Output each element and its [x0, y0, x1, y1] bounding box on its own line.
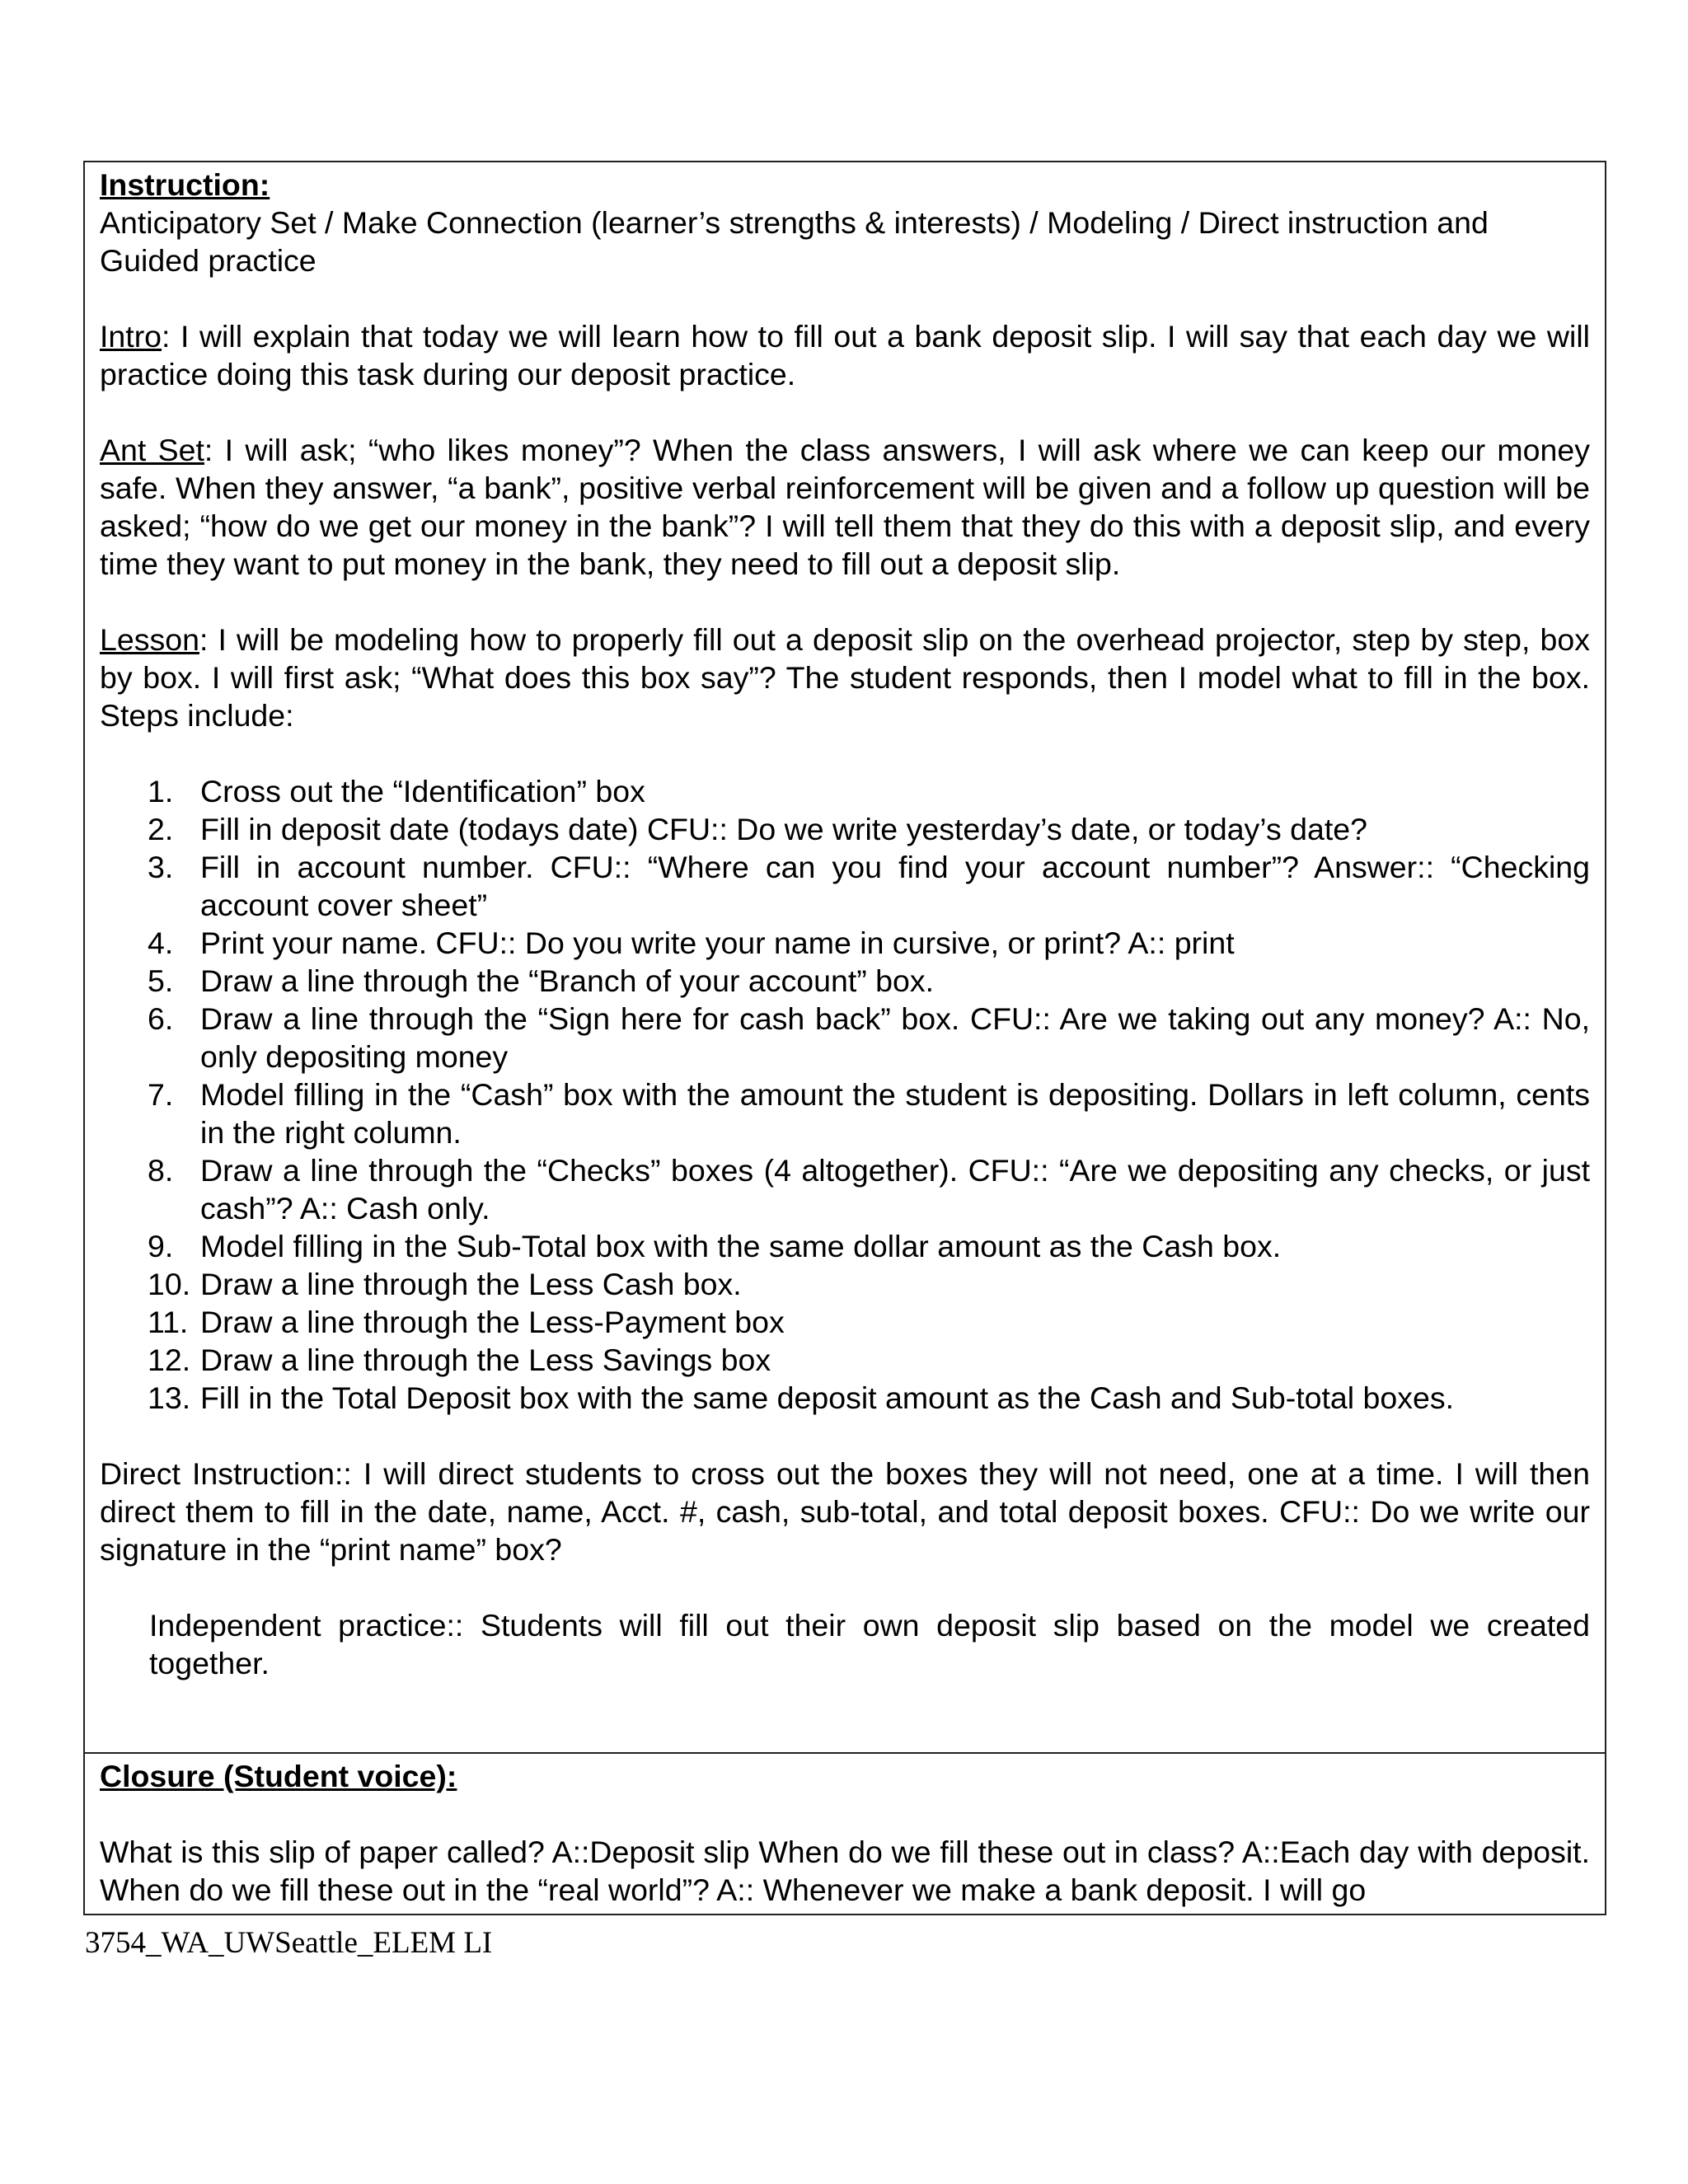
step-text: Draw a line through the Less Cash box. — [200, 1267, 742, 1301]
ant-set-label: Ant Set — [100, 433, 204, 467]
step-number: 10. — [148, 1267, 191, 1301]
step-text: Model filling in the “Cash” box with the amount the student is depositing. Dollars in left column, cents in the right column. — [200, 1077, 1590, 1150]
ant-set-text: : I will ask; “who likes money”? When the class answers, I will ask where we can keep our money safe. When they answer, “a bank”, positive verbal reinforcement will be given and a follow up question will be asked; “how do we get our money in the bank”? I will tell them that they do this with a deposit slip, and every time they want to put money in the bank, they need to fill out a deposit slip. — [100, 433, 1590, 581]
intro-label: Intro — [100, 319, 162, 354]
steps-list — [100, 772, 1590, 1417]
list-item — [100, 772, 1590, 810]
list-item — [100, 1076, 1590, 1151]
step-text: Draw a line through the “Checks” boxes (4 altogether). CFU:: “Are we depositing any checks, or just cash”? A:: Cash only. — [200, 1153, 1590, 1226]
list-item — [100, 1227, 1590, 1265]
list-item — [100, 1000, 1590, 1076]
step-text: Draw a line through the “Sign here for cash back” box. CFU:: Are we taking out any money? A:: No, only depositing money — [200, 1001, 1590, 1074]
step-number: 13. — [148, 1380, 191, 1415]
step-number: 12. — [148, 1343, 191, 1377]
step-text: Print your name. CFU:: Do you write your name in cursive, or print? A:: print — [200, 926, 1235, 960]
list-item — [100, 1265, 1590, 1303]
independent-practice-paragraph: Independent practice:: Students will fill out their own deposit slip based on the model we created together. — [149, 1608, 1590, 1680]
ant-set-paragraph — [100, 431, 1590, 583]
lesson-paragraph — [100, 621, 1590, 734]
closure-cell — [85, 1754, 1605, 1914]
direct-instruction-paragraph: Direct Instruction:: I will direct students to cross out the boxes they will not need, one at a time. I will then direct them to fill in the date, name, Acct. #, cash, sub-total, and total deposit boxes. CFU:: Do we write our signature in the “print name” box? — [100, 1456, 1590, 1567]
step-text: Model filling in the Sub-Total box with the same dollar amount as the Cash box. — [200, 1229, 1282, 1263]
step-text: Draw a line through the Less Savings box — [200, 1343, 771, 1377]
step-number: 5. — [148, 963, 174, 998]
lesson-plan-table — [83, 161, 1606, 1915]
step-text: Draw a line through the Less-Payment box — [200, 1305, 785, 1339]
step-number: 8. — [148, 1153, 174, 1188]
step-text: Cross out the “Identification” box — [200, 774, 645, 808]
instruction-heading: Instruction: — [100, 167, 270, 202]
closure-text: What is this slip of paper called? A::Deposit slip When do we fill these out in class? A::Each day with deposit. When do we fill these out in the “real world”? A:: Whenever we make a bank deposit. I will go — [100, 1835, 1590, 1907]
lesson-label: Lesson — [100, 622, 199, 657]
list-item — [100, 848, 1590, 924]
list-item — [100, 1379, 1590, 1417]
step-number: 4. — [148, 926, 174, 960]
document-footer-id: 3754_WA_UWSeattle_ELEM LI — [85, 1926, 493, 1960]
list-item — [100, 962, 1590, 1000]
step-number: 7. — [148, 1077, 174, 1112]
list-item — [100, 1151, 1590, 1227]
step-number: 2. — [148, 812, 174, 846]
step-text: Fill in deposit date (todays date) CFU:: Do we write yesterday’s date, or today’s date? — [200, 812, 1367, 846]
list-item — [100, 810, 1590, 848]
step-number: 1. — [148, 774, 174, 808]
step-number: 11. — [148, 1305, 189, 1339]
step-number: 6. — [148, 1001, 174, 1036]
closure-heading: Closure (Student voice): — [100, 1759, 457, 1793]
intro-text: : I will explain that today we will learn how to fill out a bank deposit slip. I will say that each day we will practice doing this task during our deposit practice. — [100, 319, 1590, 391]
intro-paragraph — [100, 317, 1590, 393]
step-number: 9. — [148, 1229, 174, 1263]
lesson-text: : I will be modeling how to properly fill out a deposit slip on the overhead projector, step by step, box by box. I will first ask; “What does this box say”? The student responds, then I model what to fill in the box. Steps include: — [100, 622, 1590, 733]
list-item — [100, 1303, 1590, 1341]
list-item — [100, 924, 1590, 962]
step-text: Draw a line through the “Branch of your account” box. — [200, 963, 935, 998]
step-number: 3. — [148, 850, 174, 884]
step-text: Fill in the Total Deposit box with the same deposit amount as the Cash and Sub-total boxes. — [200, 1380, 1455, 1415]
instruction-cell — [85, 162, 1605, 1754]
step-text: Fill in account number. CFU:: “Where can you find your account number”? Answer:: “Checking account cover sheet” — [200, 850, 1590, 922]
list-item — [100, 1341, 1590, 1379]
instruction-subheading: Anticipatory Set / Make Connection (learner’s strengths & interests) / Modeling / Direct instruction and Guided practice — [100, 205, 1489, 278]
